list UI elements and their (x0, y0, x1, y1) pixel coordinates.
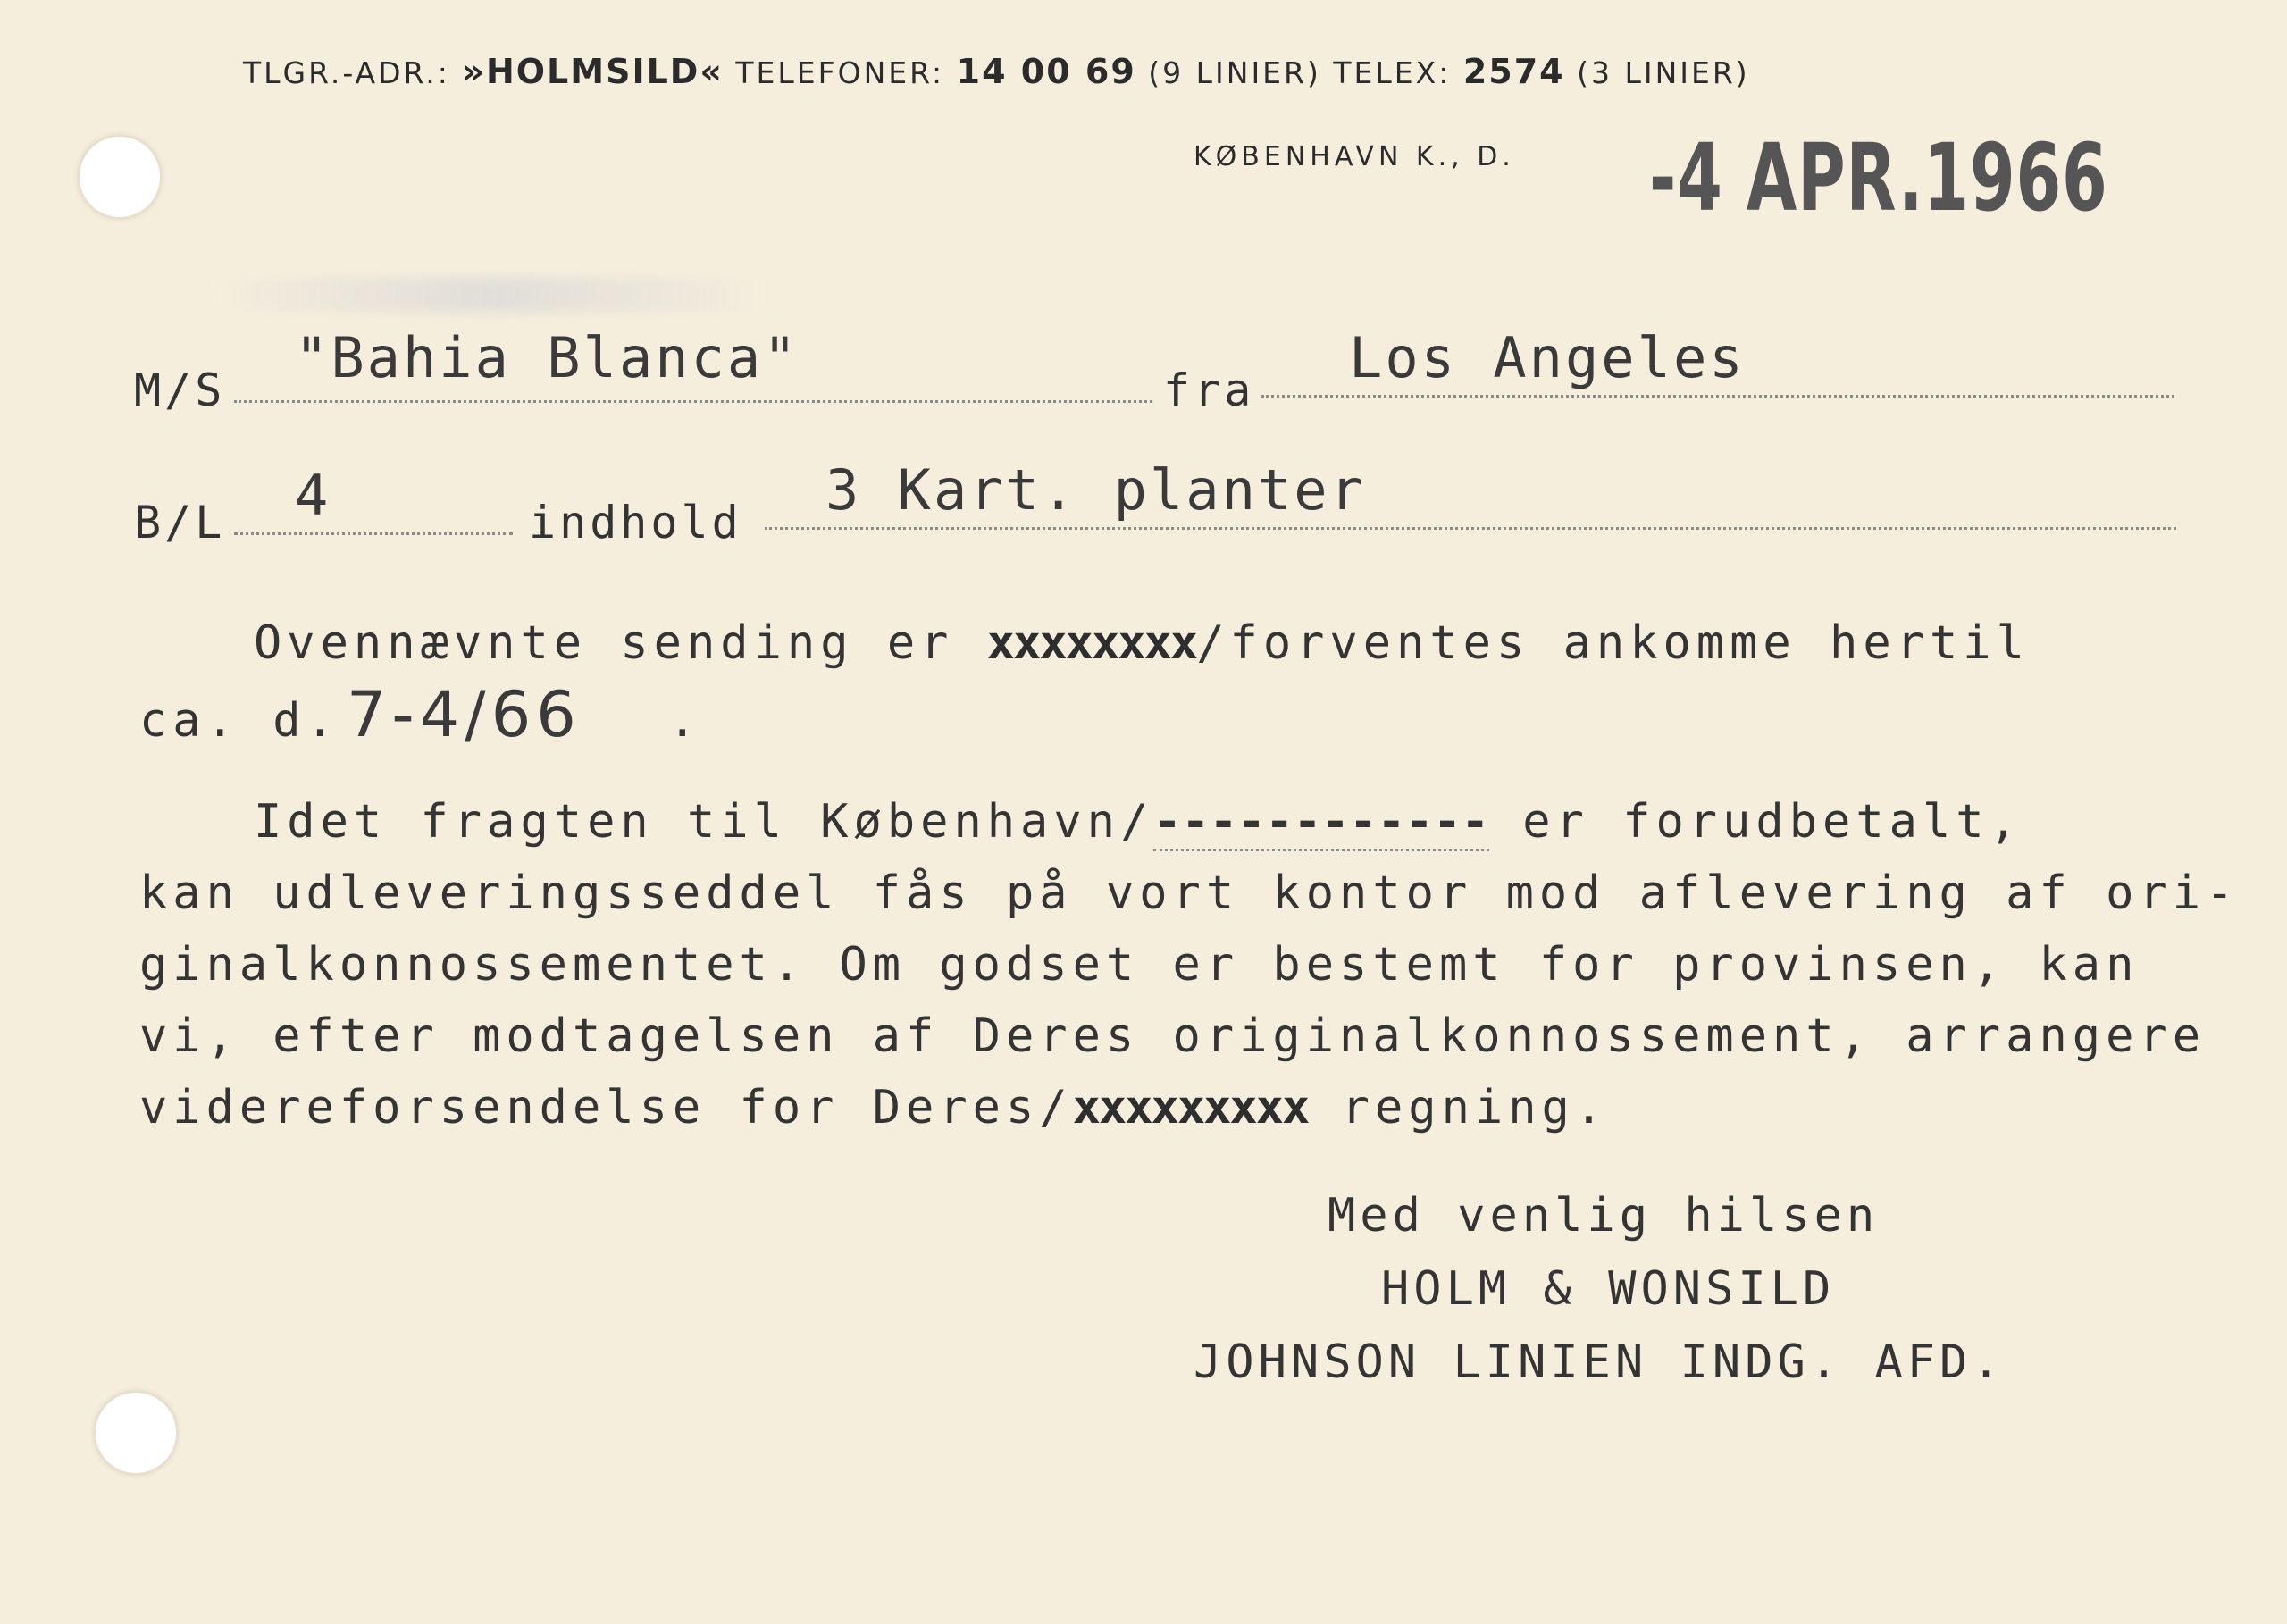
telex-label: TELEX: (1333, 55, 1452, 90)
city-line: KØBENHAVN K., D. (1194, 141, 1515, 172)
body-line-3 (139, 786, 2185, 858)
ms-dotted-line (234, 400, 1152, 403)
body-line-5: ginalkonnossementet. Om godset er bestemt for provinsen, kan (139, 938, 2140, 992)
body-line-6: vi, efter modtagelsen af Deres originalkonnossement, arrangere (139, 1009, 2207, 1063)
fra-label: fra (1163, 364, 1255, 416)
faint-ink-smudge (205, 277, 777, 313)
body-line-3-a: Idet fragten til København/ (254, 795, 1154, 849)
indhold-value: 3 Kart. planter (825, 457, 1366, 523)
struck-out-word-2: xxxxxxxxx (1072, 1081, 1309, 1134)
telex-value: 2574 (1462, 52, 1565, 91)
notice-body (139, 607, 2240, 1143)
date-stamp: -4 APR.1966 (1649, 123, 2108, 232)
bl-value: 4 (295, 463, 331, 528)
body-line-7 (139, 1072, 2185, 1143)
bl-dotted-line (234, 532, 513, 535)
indhold-dotted-line (765, 527, 2176, 530)
ms-value: "Bahia Blanca" (295, 325, 800, 390)
body-line-2-a: ca. d. (139, 694, 339, 748)
closing-block (1194, 1179, 2005, 1399)
body-line-1 (139, 607, 2185, 679)
body-line-2 (139, 679, 2185, 750)
telex-lines: (3 LINIER) (1577, 55, 1750, 90)
ms-label: M/S (134, 364, 226, 416)
indhold-label: indhold (529, 497, 742, 548)
struck-out-word-1: xxxxxxxx (986, 616, 1197, 670)
body-spacer (139, 750, 2185, 786)
arrival-date: 7-4/66 (346, 678, 582, 751)
body-line-1-a: Ovennævnte sending er (254, 616, 987, 670)
body-line-7-a: videreforsendelse for Deres/ (139, 1081, 1073, 1134)
closing-company: HOLM & WONSILD (1381, 1262, 1836, 1316)
fra-value: Los Angeles (1349, 325, 1746, 390)
dashed-blank: ------------ (1153, 795, 1489, 851)
fra-dotted-line (1261, 395, 2174, 398)
body-line-3-b: er forudbetalt, (1488, 795, 2023, 849)
closing-dept: JOHNSON LINIEN INDG. AFD. (1194, 1335, 2005, 1389)
bl-label: B/L (134, 497, 226, 548)
tlgr-value: »HOLMSILD« (462, 52, 724, 91)
tel-label: TELEFONER: (735, 55, 945, 90)
letterhead (243, 52, 1750, 91)
tel-lines: (9 LINIER) (1148, 55, 1321, 90)
punch-hole-top (77, 134, 163, 220)
body-line-7-b: regning. (1308, 1081, 1609, 1134)
punch-hole-bottom (93, 1390, 179, 1476)
body-line-4: kan udleveringsseddel fås på vort kontor mod aflevering af ori- (139, 866, 2240, 920)
body-line-1-b: /forventes ankomme hertil (1196, 616, 2030, 670)
body-line-2-b: . (634, 694, 702, 748)
tlgr-label: TLGR.-ADR.: (243, 55, 450, 90)
closing-greeting: Med venlig hilsen (1328, 1189, 1880, 1243)
tel-value: 14 00 69 (956, 52, 1136, 91)
